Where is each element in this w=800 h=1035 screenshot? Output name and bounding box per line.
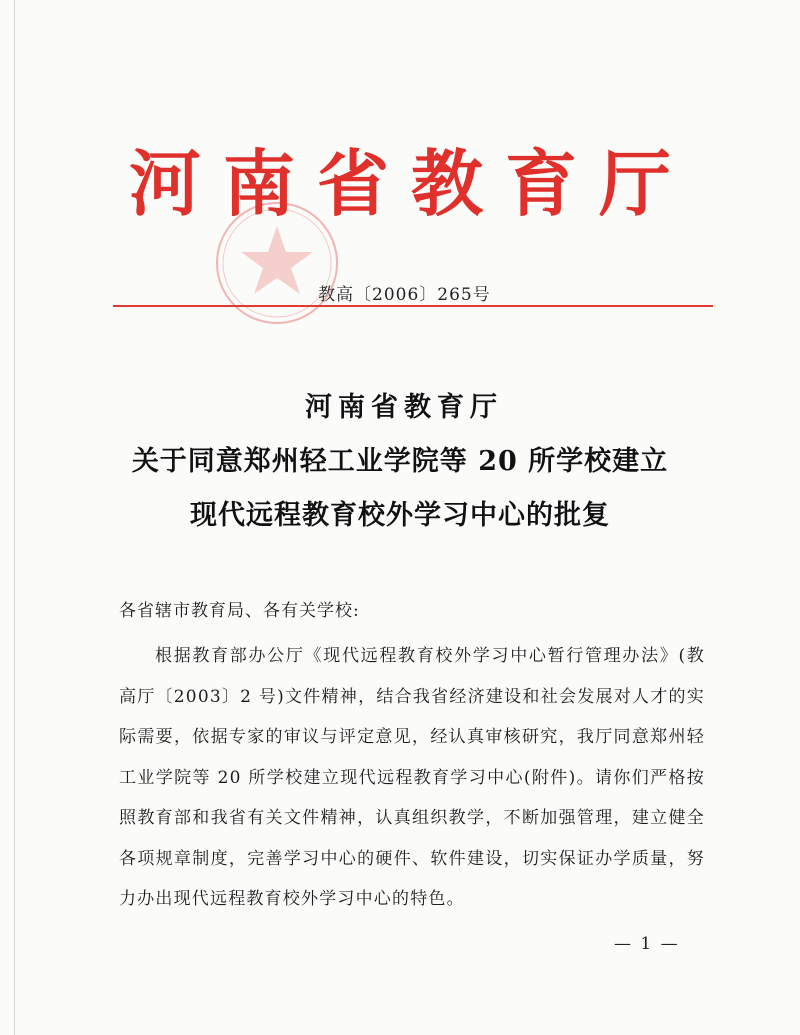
document-title-line-3: 现代远程教育校外学习中心的批复	[190, 500, 610, 531]
body-paragraph: 根据教育部办公厅《现代远程教育校外学习中心暂行管理办法》(教高厅〔2003〕2 号)文件精神，结合我省经济建设和社会发展对人才的实际需要，依据专家的审议与评定意见，经认真审核研究，我厅同意郑州轻工业学院等 20 所学校建立现代远程教育学习中心(附件)。请你们严格按照教育部和我省有关文件精神，认真组织教学，不断加强管理，建立健全各项规章制度，完善学习中心的硬件、软件建设，切实保证办学质量，努力办出现代远程教育校外学习中心的特色。	[119, 646, 705, 909]
salutation: 各省辖市教育局、各有关学校:	[119, 601, 360, 621]
masthead-title: 河南省教育厅	[128, 141, 693, 226]
official-seal-icon	[212, 198, 342, 328]
document-title-line-2: 关于同意郑州轻工业学院等 20 所学校建立	[131, 446, 669, 477]
document-number: 教高〔2006〕265号	[318, 285, 491, 305]
page-number: — 1 —	[614, 934, 680, 954]
red-divider-rule	[113, 305, 713, 307]
document-title-line-1: 河南省教育厅	[305, 392, 503, 423]
